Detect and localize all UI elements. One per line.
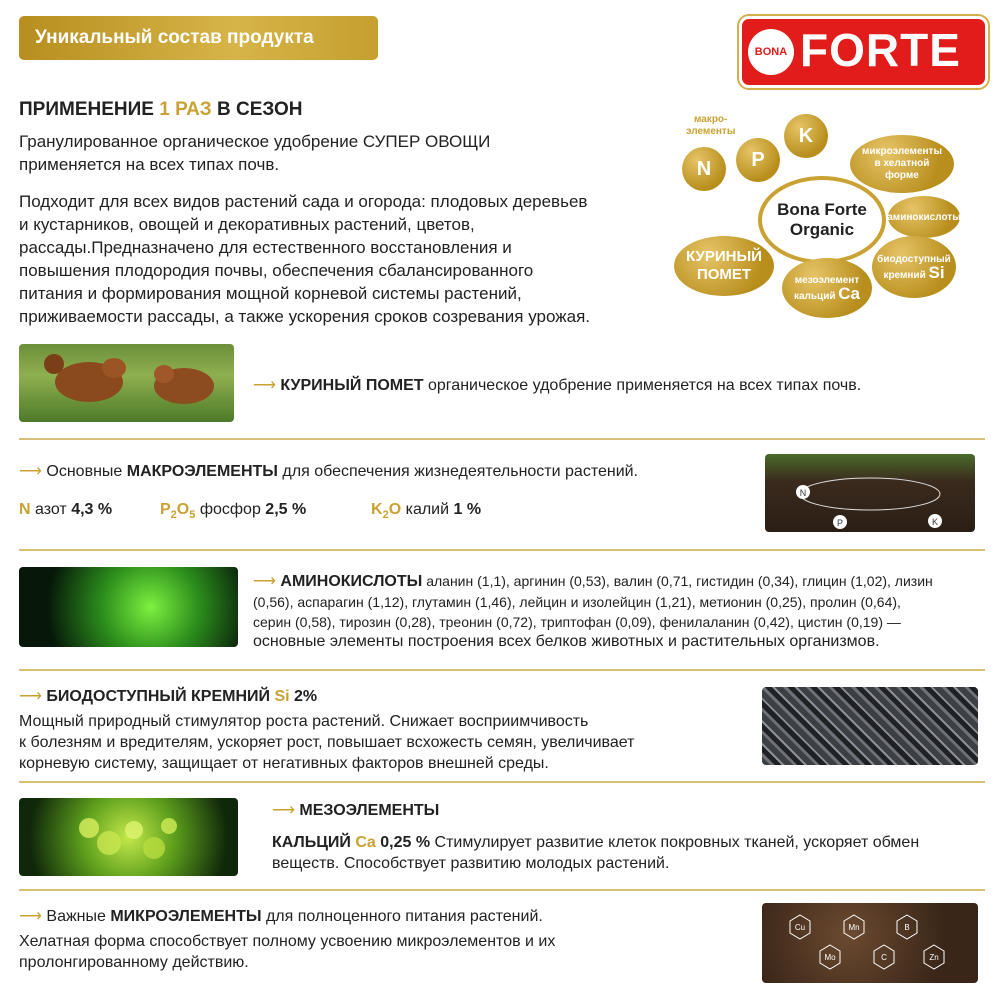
composition-diagram [660, 100, 990, 325]
micro-elements-circle: микроэлементы в хелатной форме [850, 135, 954, 193]
manure-text: ⟶ КУРИНЫЙ ПОМЕТ органическое удобрение применяется на всех типах почв. [253, 377, 862, 394]
page-title: ПРИМЕНЕНИЕ 1 РАЗ В СЕЗОН [19, 99, 303, 120]
meso-circle: мезоэлемент кальций Ca [782, 258, 872, 318]
macro-label: макро- элементы [686, 114, 736, 137]
micro-soil-photo [762, 903, 978, 983]
intro-paragraph-1: Гранулированное органическое удобрение СУПЕР ОВОЩИ применяется на всех типах почв. [19, 132, 491, 174]
header-banner: Уникальный состав продукта [19, 16, 378, 60]
divider-4 [19, 781, 985, 783]
amino-circle: аминокислоты [888, 196, 960, 238]
micro-heading: ⟶ Важные МИКРОЭЛЕМЕНТЫ для полноценного питания растений. [19, 908, 543, 925]
amino-text: ⟶ АМИНОКИСЛОТЫ аланин (1,1), аргинин (0,53), валин (0,71, гистидин (0,34), глицин (1,02), лизин (0,56), аспарагин (1,12), глутамин (1,46), лейцин и изолейцин (1,21), метионин (0,25), пролин (0,64), серин (0,58), тирозин (0,28), треонин (0,72), триптофан (0,09), фенилаланин (0,42), цистин (0,19) — основные элементы построения всех белков животных и растительных организмов. [253, 573, 933, 650]
meso-photo [19, 798, 238, 876]
silicon-heading: ⟶ БИОДОСТУПНЫЙ КРЕМНИЙ Si 2% [19, 688, 318, 705]
soil-npk-photo [765, 454, 975, 532]
amino-photo [19, 567, 238, 647]
divider-2 [19, 549, 985, 551]
potassium-value: $K_2O$ калий 1 % [371, 501, 482, 522]
brand-logo [739, 16, 988, 88]
soil-label-k: K [931, 517, 939, 527]
chicken-photo [19, 344, 234, 422]
micro-label-cu: Cu [794, 923, 806, 932]
micro-label-b: B [904, 923, 910, 932]
silicon-photo [762, 687, 978, 765]
silicon-text: Мощный природный стимулятор роста растений. Снижает восприимчивость к болезням и вредителям, ускоряет рост, повышает всхожесть семян, увеличивает корневую систему, защищает от негативных факторов внешней среды. [19, 713, 635, 772]
micro-label-mo: Mo [824, 953, 836, 962]
calcium-text: КАЛЬЦИЙ Ca 0,25 % Стимулирует развитие клеток покровных тканей, ускоряет обмен веществ. Способствует развитию молодых растений. [272, 834, 920, 872]
logo-circle: BONA [748, 29, 794, 75]
soil-npk-illustration [765, 454, 975, 532]
k-circle: K [784, 114, 828, 158]
logo-brand-text: FORTE [800, 24, 961, 76]
n-circle: N [682, 147, 726, 191]
chicken-illustration [19, 344, 234, 422]
nitrogen-value: N азот 4,3 % [19, 501, 113, 518]
soil-label-p: P [836, 518, 844, 528]
micro-label-mn: Mn [848, 923, 860, 932]
micro-label-zn: Zn [929, 953, 939, 962]
micro-elements-illustration [762, 903, 978, 983]
soil-label-n: N [799, 488, 807, 498]
divider-5 [19, 889, 985, 891]
silicon-circle: биодоступный кремний Si [872, 236, 956, 298]
center-circle: Bona Forte Organic [758, 176, 886, 264]
micro-text: Хелатная форма способствует полному усвоению микроэлементов и их пролонгированному действию. [19, 933, 556, 971]
p-circle: P [736, 138, 780, 182]
manure-circle: КУРИНЫЙ ПОМЕТ [674, 236, 774, 296]
divider-1 [19, 438, 985, 440]
intro-paragraph-2: Подходит для всех видов растений сада и огорода: плодовых деревьев и кустарников, овощей и декоративных растений, цветов, рассады.Предназначено для естественного восстановления и повышения плодородия почвы, обеспечения сбалансированного питания и формирования мощной корневой системы растений, приживаемости рассады, а также ускорения сроков созревания урожая. [19, 192, 590, 326]
macro-text: ⟶ Основные МАКРОЭЛЕМЕНТЫ для обеспечения жизнедеятельности растений. [19, 463, 639, 480]
cells-illustration [19, 798, 238, 876]
divider-3 [19, 669, 985, 671]
phosphorus-value: $P_2O_5$ фосфор 2,5 % [160, 501, 307, 522]
meso-heading: ⟶ МЕЗОЭЛЕМЕНТЫ [272, 802, 440, 819]
micro-label-c: C [881, 953, 887, 962]
